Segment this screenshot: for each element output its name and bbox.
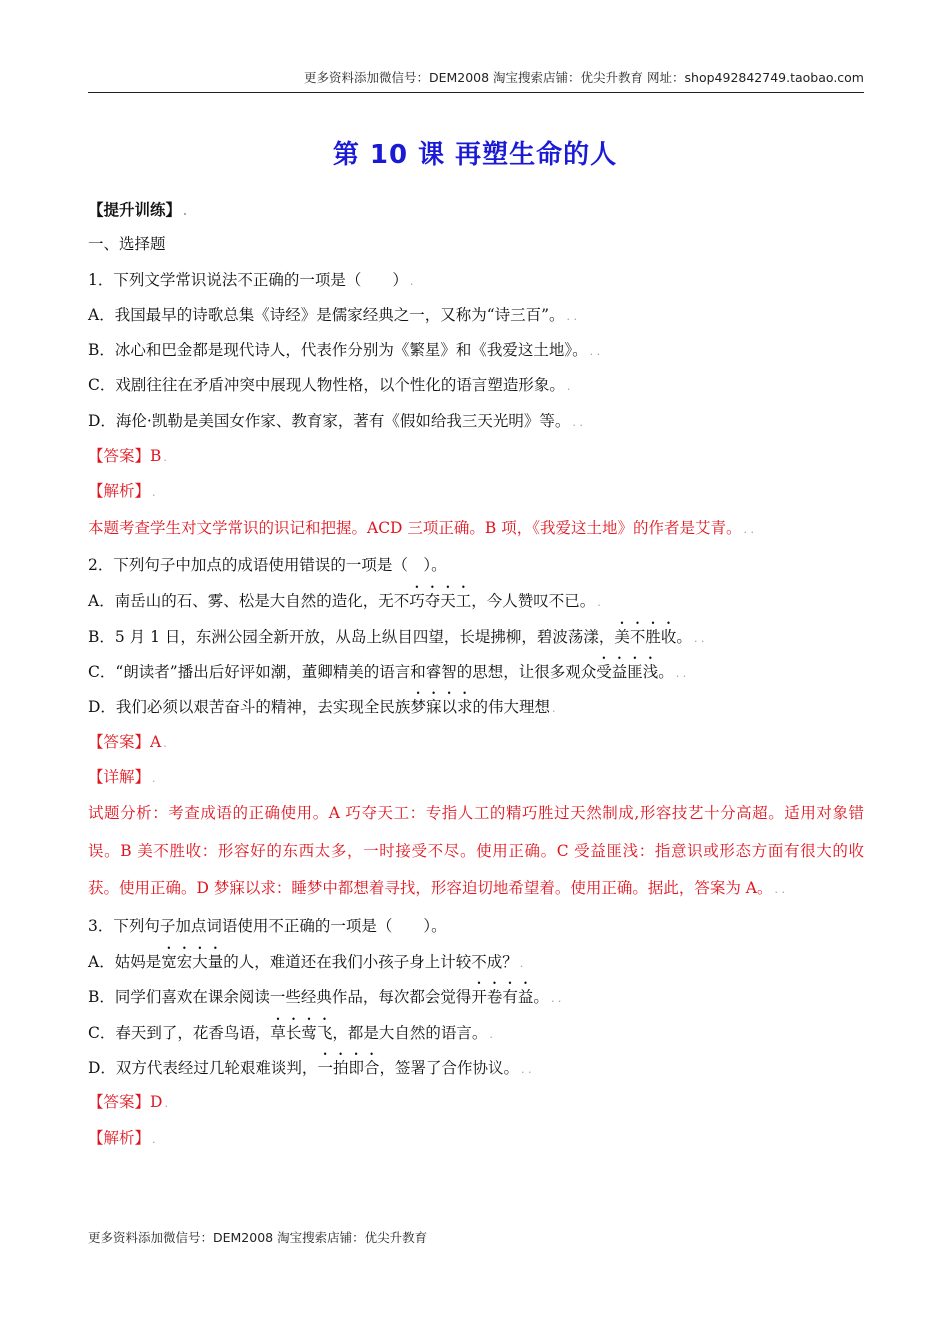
q1-option-b: B．冰心和巴金都是现代诗人，代表作分别为《繁星》和《我爱这土地》。 . . [88,341,601,360]
q2-answer: 【答案】A . [88,732,167,751]
page-header: 更多资料添加微信号：DEM2008 淘宝搜索店铺：优尖升教育 网址：shop492842749.taobao.com [88,68,864,93]
lesson-title: 第 10 课 再塑生命的人 [332,140,618,170]
q1-analysis: 本题考查学生对文学常识的识记和把握。ACD 三项正确。B 项，《我爱这土地》的作者是艾青。 . . [88,518,754,537]
q2-stem: 2．下列句子中加点的成语使用错误的一项是（ ）。 [88,556,447,575]
section-label: 【提升训练】 . [88,200,187,219]
q1-answer: 【答案】B . [88,447,167,466]
q1-option-d: D．海伦·凯勒是美国女作家、教育家，著有《假如给我三天光明》等。 . . [88,411,583,430]
document-body [88,192,864,1156]
q1-stem: 1．下列文学常识说法不正确的一项是（ ） . [88,270,414,289]
q2-option-d: D．我们必须以艰苦奋斗的精神，去实现全民族梦寐以求的伟大理想 . [88,698,556,717]
q2-option-c: C．“朗读者”播出后好评如潮，董卿精美的语言和睿智的思想，让很多观众受益匪浅。 . . [88,663,687,682]
q2-analysis-label: 【详解】 . [88,767,156,786]
q1-option-c: C．戏剧往往在矛盾冲突中展现人物性格，以个性化的语言塑造形象。 . [88,376,571,395]
q1-analysis-label: 【解析】 . [88,482,156,501]
page-footer: 更多资料添加微信号：DEM2008 淘宝搜索店铺：优尖升教育 [88,1230,428,1245]
q3-analysis-label: 【解析】 . [88,1128,156,1147]
q3-option-a: A．姑妈是宽宏大量的人，难道还在我们小孩子身上计较不成？ . [88,953,524,972]
q2-option-b: B．5 月 1 日，东洲公园全新开放，从岛上纵目四望，长堤拂柳，碧波荡漾，美不胜收。 . . [88,627,705,646]
q2-option-a: A．南岳山的石、雾、松是大自然的造化，无不巧夺天工，今人赞叹不已。 . [88,592,601,611]
q3-option-d: D．双方代表经过几轮艰难谈判，一拍即合，签署了合作协议。 . . [88,1058,532,1077]
q3-option-b: B．同学们喜欢在课余阅读一些经典作品，每次都会觉得开卷有益。 . . [88,988,562,1007]
q3-stem: 3．下列句子加点词语使用不正确的一项是（ ）。 [88,916,447,935]
section-type: 一、选择题 [88,235,166,254]
q2-analysis: 试题分析：考查成语的正确使用。A 巧夺天工：专指人工的精巧胜过天然制成,形容技艺十分高超。适用对象错误。B 美不胜收：形容好的东西太多，一时接受不尽。使用正确。C 受益匪浅：指意识或形态方面有很大的收获。使用正确。D 梦寐以求：睡梦中都想着寻找，形容迫切地希望着。使用正确。据此，答案为 A。 . . [88,804,864,898]
q3-option-c: C．春天到了，花香鸟语，草长莺飞，都是大自然的语言。 . [88,1023,493,1042]
q3-answer: 【答案】D . [88,1093,168,1112]
q1-option-a: A．我国最早的诗歌总集《诗经》是儒家经典之一，又称为“诗三百”。 . . [88,305,578,324]
